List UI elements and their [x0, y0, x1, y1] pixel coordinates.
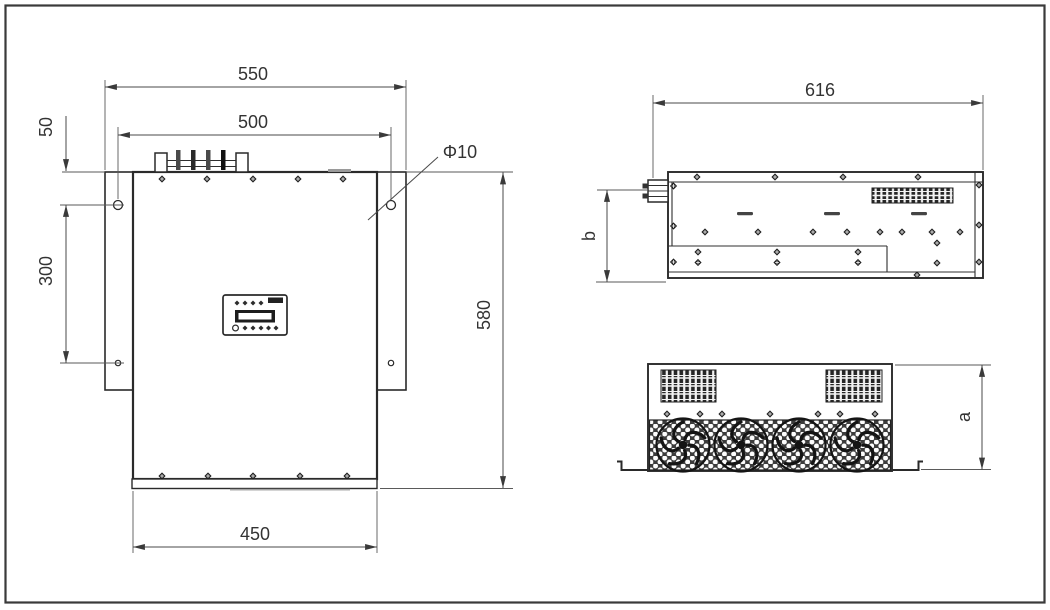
- dim-depth-b: [579, 190, 666, 282]
- connector-pin: [643, 184, 649, 189]
- connector-block: [643, 180, 669, 202]
- dim-top-width-label: 550: [237, 64, 269, 84]
- terminal-block: [155, 150, 248, 172]
- dim-height-label: 580: [474, 299, 494, 331]
- display-screen: [239, 313, 272, 320]
- terminal-pin: [176, 150, 181, 170]
- control-panel: [223, 295, 287, 335]
- dim-bottom-width: [133, 491, 377, 553]
- side-view: [579, 80, 983, 282]
- panel-button: [233, 325, 239, 331]
- vent-slot: [824, 212, 840, 215]
- dim-depth-a: [895, 365, 991, 470]
- terminal-pin: [206, 150, 211, 170]
- dim-top-hole-offset: [36, 116, 66, 171]
- dim-top-hole-offset-label: 50: [36, 116, 56, 138]
- dim-side-width: [653, 80, 983, 178]
- bottom-view: [617, 364, 991, 472]
- cabinet-bottom-plate: [132, 479, 377, 489]
- terminal-pin: [191, 150, 196, 170]
- dim-side-width-label: 616: [804, 80, 836, 100]
- right-flange: [892, 462, 923, 471]
- terminal-end-post: [236, 153, 248, 172]
- dim-inner-width-label: 500: [237, 112, 269, 132]
- terminal-pin: [221, 150, 226, 170]
- dim-depth-b-label: b: [579, 230, 599, 242]
- vent-slot: [911, 212, 927, 215]
- dim-depth-a-label: a: [954, 411, 974, 423]
- panel-label: [268, 298, 283, 304]
- terminal-end-post: [155, 153, 167, 172]
- bottom-vent-grille: [826, 370, 882, 402]
- bottom-vent-grille: [661, 370, 716, 402]
- dim-hole-spacing-label: 300: [36, 255, 56, 287]
- side-vent-grille: [872, 188, 953, 203]
- left-flange: [617, 462, 648, 471]
- vent-slot: [737, 212, 753, 215]
- dim-bottom-width-label: 450: [239, 524, 271, 544]
- hole-diameter-label: Φ10: [442, 142, 478, 162]
- top-tab: [328, 169, 351, 172]
- front-view: [36, 64, 513, 553]
- mounting-hole: [388, 360, 393, 365]
- connector-pin: [643, 194, 649, 199]
